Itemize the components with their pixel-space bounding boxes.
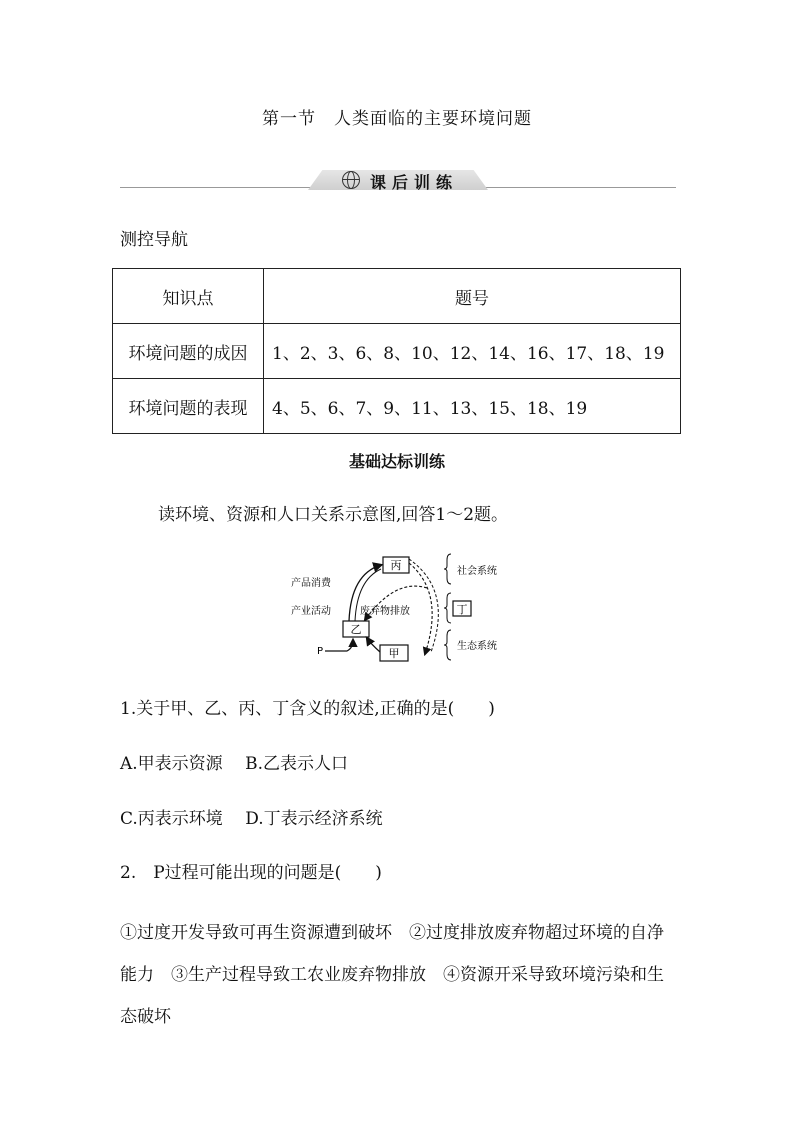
page-title: 第一节 人类面临的主要环境问题	[262, 109, 532, 129]
label-ding: 丁	[456, 603, 468, 616]
label-consumption: 产品消费	[291, 578, 331, 589]
table-cell: 4、5、6、7、9、11、13、15、18、19	[264, 379, 681, 434]
arrow-bing-to-eco-outer	[409, 559, 438, 652]
label-bing: 丙	[390, 559, 402, 572]
table-cell: 环境问题的成因	[113, 324, 264, 379]
table-row	[113, 324, 681, 379]
banner-text: 课后训练	[370, 173, 459, 192]
nav-title: 测控导航	[120, 230, 188, 250]
label-p: P	[317, 646, 324, 657]
table-header-row	[113, 269, 681, 324]
brace-social	[444, 554, 451, 584]
knowledge-table	[112, 268, 681, 434]
question-2-stem: 2. P过程可能出现的问题是( )	[120, 863, 382, 883]
label-social: 社会系统	[457, 566, 497, 577]
table-cell: 环境问题的表现	[113, 379, 264, 434]
label-waste: 废弃物排放	[360, 606, 410, 617]
question-intro: 读环境、资源和人口关系示意图,回答1～2题。	[158, 505, 509, 525]
section-banner	[120, 170, 676, 194]
globe-icon	[342, 171, 360, 189]
question-1-options-ab: A.甲表示资源 B.乙表示人口	[120, 754, 348, 774]
table-cell: 1、2、3、6、8、10、12、14、16、17、18、19	[264, 324, 681, 379]
label-yi: 乙	[350, 623, 362, 636]
label-industry: 产业活动	[291, 606, 331, 617]
arrow-p-to-yi	[325, 640, 353, 651]
table-header-cell: 题号	[264, 269, 681, 324]
brace-eco	[444, 630, 451, 660]
label-jia: 甲	[388, 647, 400, 660]
label-eco: 生态系统	[457, 641, 497, 652]
table-header-cell: 知识点	[113, 269, 264, 324]
arrow-jia-to-yi	[367, 638, 380, 652]
brace-ding	[444, 593, 451, 623]
question-1-options-cd: C.丙表示环境 D.丁表示经济系统	[120, 809, 383, 829]
arrow-bing-to-eco	[409, 563, 432, 654]
section-title: 基础达标训练	[348, 452, 445, 471]
table-row	[113, 379, 681, 434]
question-2-body: ①过度开发导致可再生资源遭到破坏 ②过度排放废弃物超过环境的自净能力 ③生产过程导致工农业废弃物排放 ④资源开采导致环境污染和生态破坏	[120, 923, 664, 1027]
question-1-stem: 1.关于甲、乙、丙、丁含义的叙述,正确的是( )	[120, 699, 495, 719]
system-diagram	[285, 548, 525, 668]
